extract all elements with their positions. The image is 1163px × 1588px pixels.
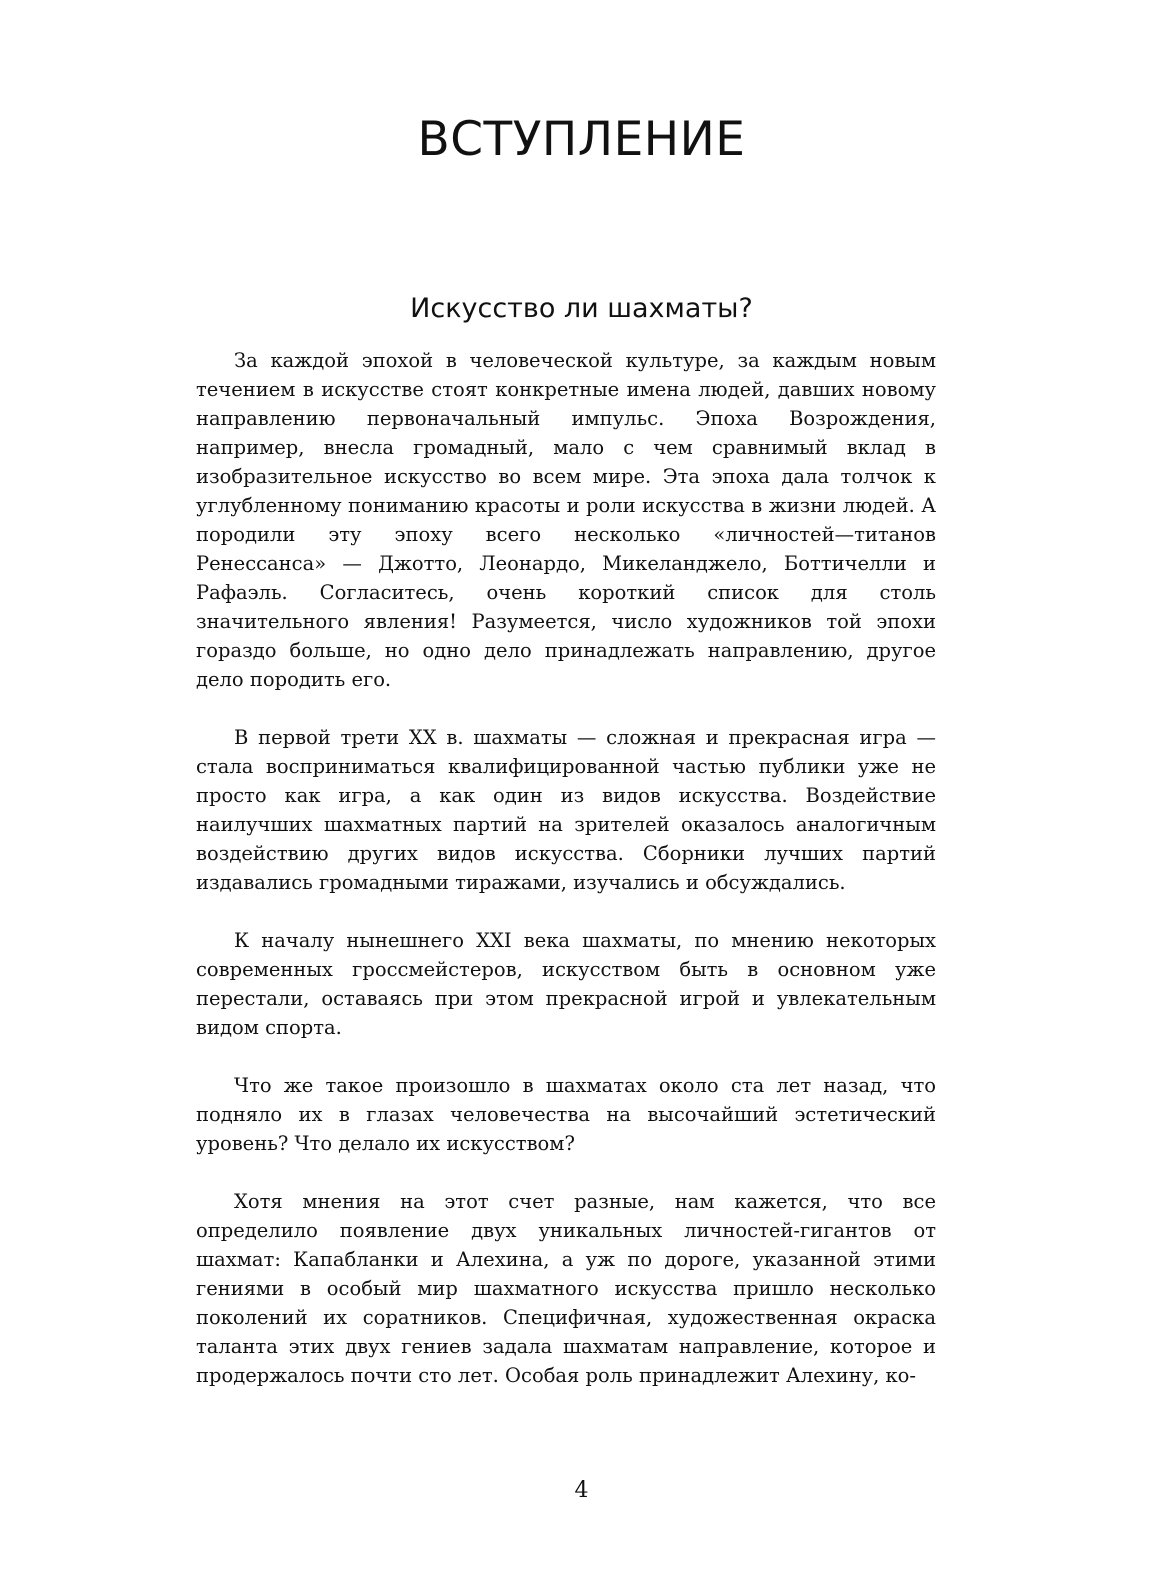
paragraph: К началу нынешнего XXI века шахматы, по мнению некоторых современных гроссмейстеров, искусством быть в основном уже перестали, оставаясь при этом прекрасной игрой и увлекательным видом спорта. — [196, 929, 936, 1039]
body-text — [196, 346, 936, 1419]
paragraph: За каждой эпохой в человеческой культуре, за каждым новым течением в искусстве стоят конкретные имена людей, давших новому направлению первоначальный импульс. Эпоха Возрождения, например, внесла громадный, мало с чем сравнимый вклад в изобразительное искусство во всем мире. Эта эпоха дала толчок к углубленному пониманию красоты и роли искусства в жизни людей. А породили эту эпоху всего несколько «личностей—титанов Ренессанса» — Джотто, Леонардо, Микеланджело, Боттичелли и Рафаэль. Согласитесь, очень короткий список для столь значительного явления! Разумеется, число художников той эпохи гораздо больше, но одно дело принадлежать направлению, другое дело породить его. — [196, 349, 936, 691]
paragraph: Хотя мнения на этот счет разные, нам кажется, что все определило появление двух уникальных личностей-гигантов от шахмат: Капабланки и Алехина, а уж по дороге, указанной этими гениями в особый мир шахматного искусства пришло несколько поколений их соратников. Специфичная, художественная окраска таланта этих двух гениев задала шахматам направление, которое и продержалось почти сто лет. Особая роль принадлежит Алехину, ко- — [196, 1190, 936, 1387]
paragraph: Что же такое произошло в шахматах около ста лет назад, что подняло их в глазах человечества на высочайший эстетический уровень? Что делало их искусством? — [196, 1074, 936, 1155]
page-number: 4 — [574, 1478, 589, 1503]
section-title: Искусство ли шахматы? — [410, 293, 753, 324]
chapter-title: ВСТУПЛЕНИЕ — [417, 112, 746, 167]
paragraph: В первой трети XX в. шахматы — сложная и прекрасная игра — стала восприниматься квалифицированной частью публики уже не просто как игра, а как один из видов искусства. Воздействие наилучших шахматных партий на зрителей оказалось аналогичным воздействию других видов искусства. Сборники лучших партий издавались громадными тиражами, изучались и обсуждались. — [196, 726, 936, 894]
